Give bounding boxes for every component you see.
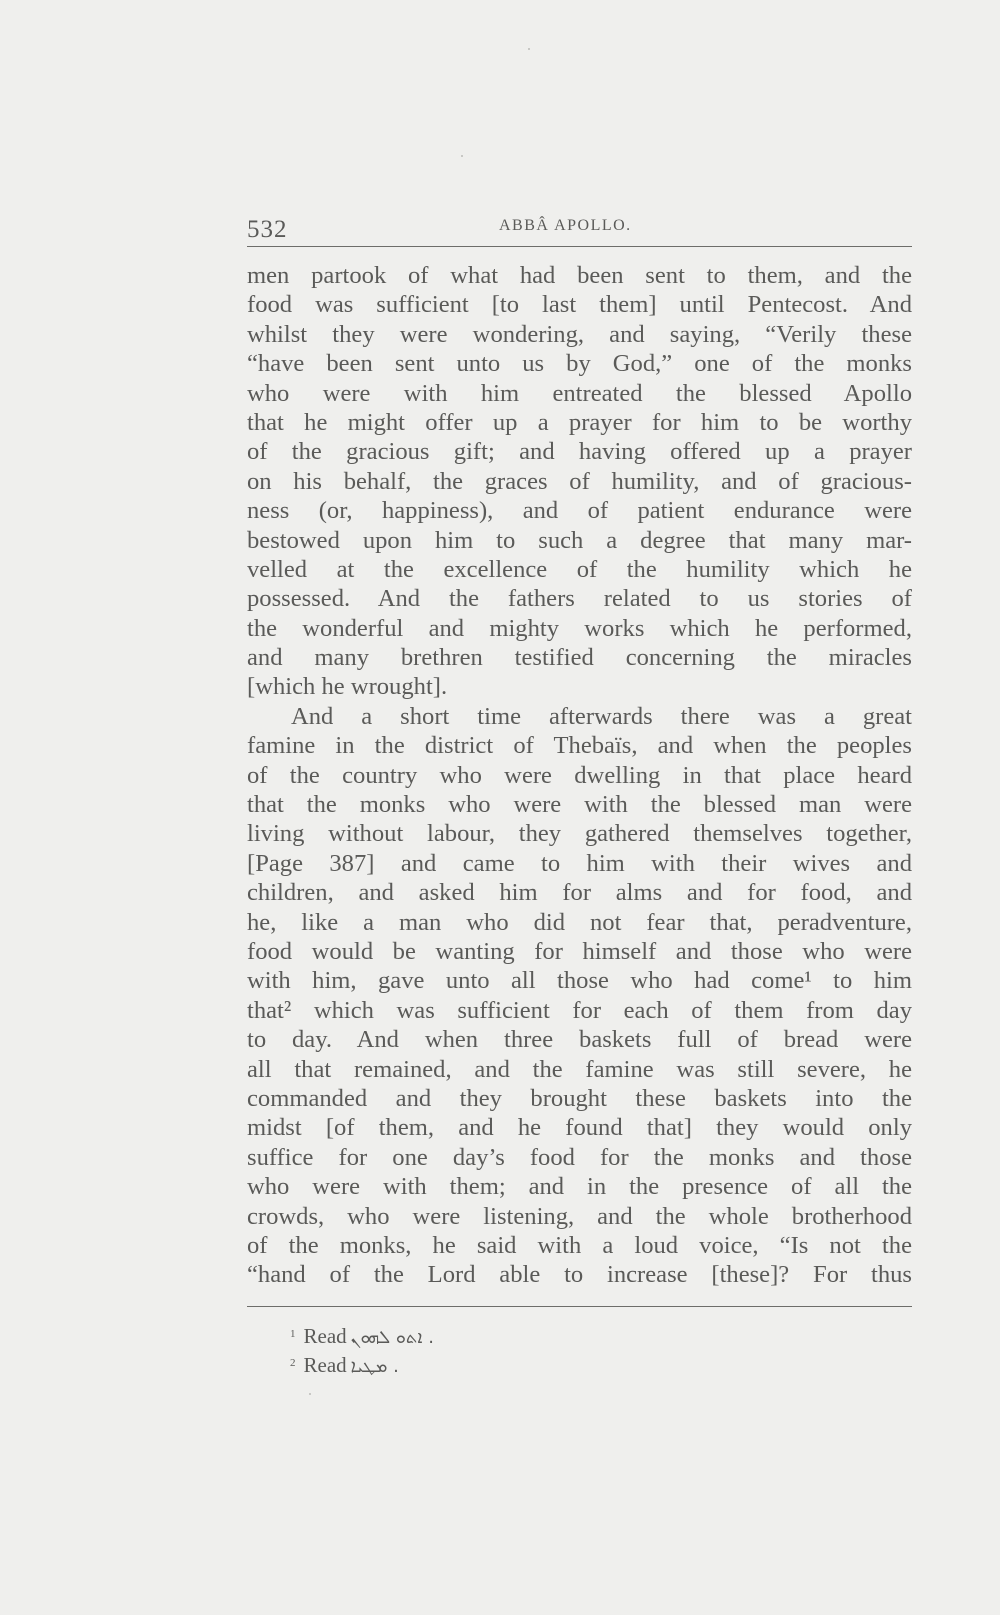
text-line: the wonderful and mighty works which he performed, (247, 614, 912, 642)
text-line: living without labour, they gathered themselves together, (247, 820, 912, 848)
text-line: food was sufficient [to last them] until Pentecost. And (247, 291, 912, 319)
footnote-mark: 1 (290, 1328, 296, 1340)
text-line: men partook of what had been sent to them, and the (247, 262, 912, 289)
body-text (247, 261, 912, 1290)
text-line: to day. And when three baskets full of bread were (247, 1026, 912, 1054)
text-line: and many brethren testified concerning the miracles (247, 644, 912, 672)
text-line: who were with them; and in the presence of all the (247, 1173, 912, 1201)
text-line: bestowed upon him to such a degree that many mar- (247, 526, 912, 554)
footnote-divider (247, 1306, 912, 1307)
text-line: all that remained, and the famine was still severe, he (247, 1055, 912, 1083)
text-line: with him, gave unto all those who had come¹ to him (247, 967, 912, 995)
text-line: velled at the excellence of the humility which he (247, 555, 912, 583)
text-line: ness (or, happiness), and of patient endurance were (247, 497, 912, 525)
text-line: [Page 387] and came to him with their wives and (247, 849, 912, 877)
footnote-syriac: ܡܛܝܐ . (350, 1356, 399, 1377)
footnote-text: Read (303, 1324, 347, 1348)
page-header (247, 208, 912, 247)
paper-speck (461, 155, 463, 157)
text-line: of the gracious gift; and having offered up a prayer (247, 438, 912, 466)
text-line: commanded and they brought these baskets into the (247, 1084, 912, 1112)
page-number: 532 (247, 216, 288, 243)
text-line: crowds, who were listening, and the whole brotherhood (247, 1202, 912, 1230)
footnote (290, 1320, 434, 1349)
text-line: suffice for one day’s food for the monks and those (247, 1143, 912, 1171)
text-line: he, like a man who did not fear that, peradventure, (247, 908, 912, 936)
text-line: of the monks, he said with a loud voice, “Is not the (247, 1231, 912, 1259)
text-line: “hand of the Lord able to increase [these]? For thus (247, 1261, 912, 1289)
footnote (290, 1349, 434, 1378)
footnote-syriac: ܐܬܘ ܠܗܘܢ . (350, 1327, 434, 1348)
footnote-mark: 2 (290, 1357, 296, 1369)
paragraph-start-line: And a short time afterwards there was a great (291, 702, 912, 730)
text-line: possessed. And the fathers related to us stories of (247, 585, 912, 613)
text-line: that² which was sufficient for each of them from day (247, 996, 912, 1024)
text-line: that the monks who were with the blessed man were (247, 791, 912, 819)
text-line: famine in the district of Thebaïs, and when the peoples (247, 732, 912, 760)
text-line: children, and asked him for alms and for food, and (247, 879, 912, 907)
text-line: whilst they were wondering, and saying, “Verily these (247, 320, 912, 348)
paper-speck (309, 1393, 311, 1395)
paper-speck (528, 48, 530, 50)
text-line: “have been sent unto us by God,” one of the monks (247, 350, 912, 378)
text-line: who were with him entreated the blessed Apollo (247, 379, 912, 407)
text-line: midst [of them, and he found that] they would only (247, 1114, 912, 1142)
text-line: on his behalf, the graces of humility, and of gracious- (247, 467, 912, 495)
text-line: food would be wanting for himself and those who were (247, 937, 912, 965)
text-line: [which he wrought]. (247, 673, 448, 701)
footnotes (290, 1320, 434, 1378)
footnote-text: Read (303, 1353, 347, 1377)
text-line: of the country who were dwelling in that place heard (247, 761, 912, 789)
running-head: ABBÂ APOLLO. (499, 217, 632, 234)
text-line: that he might offer up a prayer for him to be worthy (247, 408, 912, 436)
